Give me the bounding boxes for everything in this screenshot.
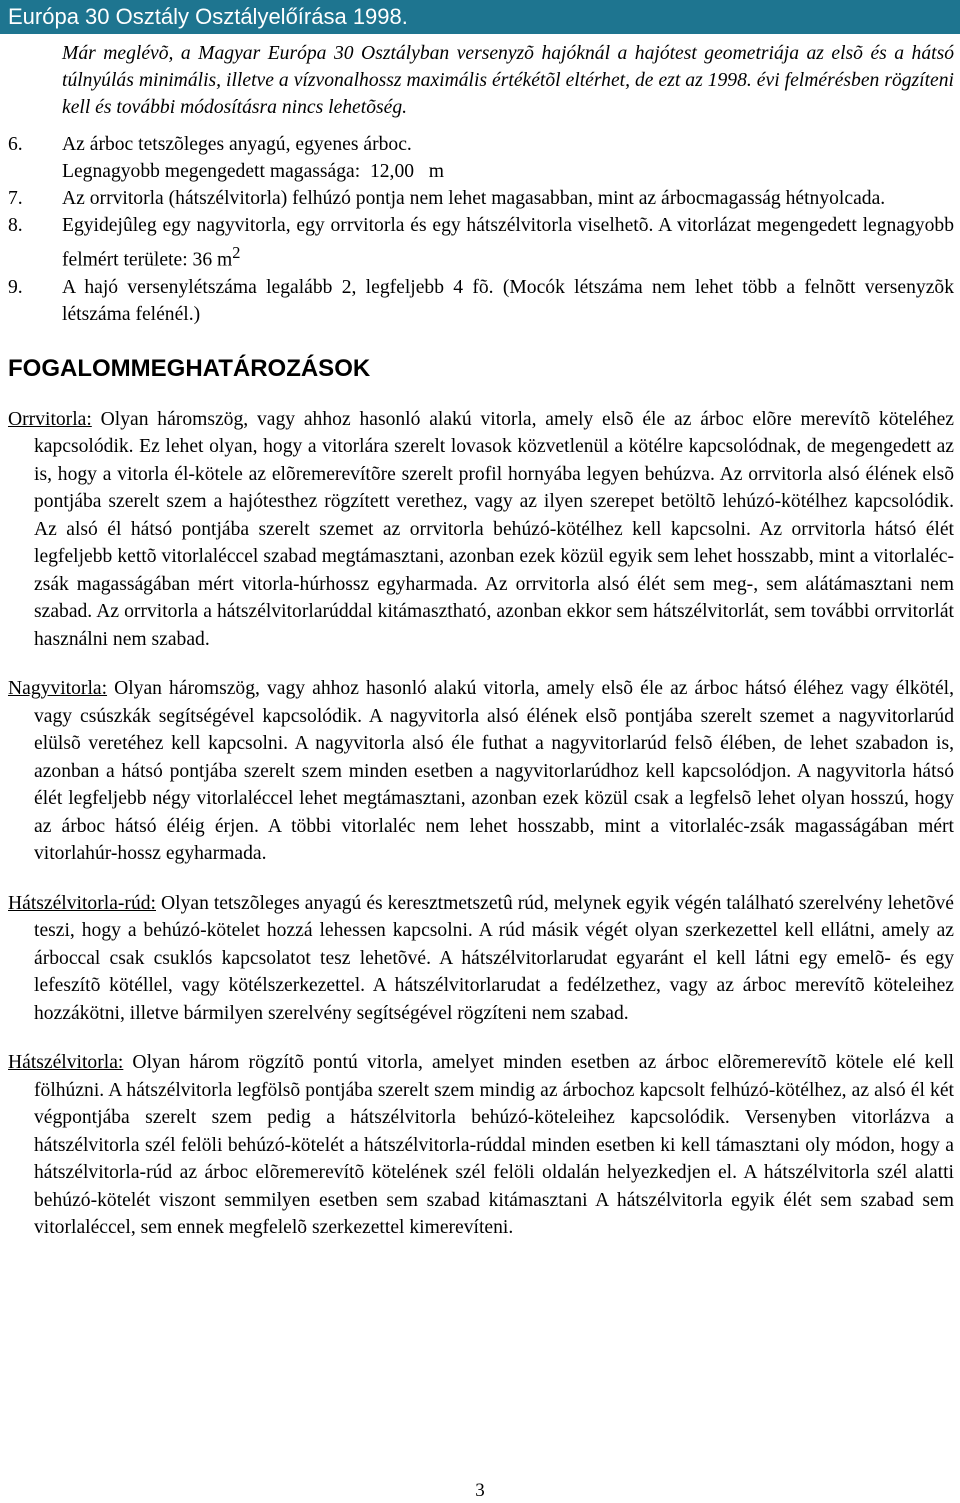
- definition-hatszelvitorla: [8, 1049, 954, 1242]
- definition-text: Olyan három rögzítõ pontú vitorla, amelyet minden esetben az árboc elõremerevítõ kötele elé kell fölhúzni. A hátszélvitorla legfölsõ pontjába szerelt szem mindig az árbochoz kapcsolt felhúzó-kötélhez, az alsó él két végpontjába szerelt szem pedig a hátszélvitorla behúzó-köteleihez kapcsolódik. Versenyben vitorlázva a hátszélvitorla szél felöli behúzó-kötelét a hátszélvitorla-rúddal minden esetben ki kell támasztani oly módon, hogy a hátszélvitorla-rúd az árboc elõremerevítõ kötelének szél felöli oldalán helyezkedjen el. A hátszélvitorla szél alatti behúzó-kötelét viszont semmilyen esetben sem szabad kitámasztani A hátszélvitorla egyik élét sem szabad sem vitorlaléccel, sem ennek megfelelõ szerkezettel kimerevíteni.: [34, 1052, 954, 1239]
- document-title: Európa 30 Osztály Osztályelőírása 1998.: [8, 4, 408, 29]
- rule-text: Az orrvitorla (hátszélvitorla) felhúzó pontja nem lehet magasabban, mint az árbocmagasság hétnyolcada.: [62, 188, 886, 209]
- definition-term: Hátszélvitorla-rúd:: [8, 892, 156, 914]
- definition-text: Olyan tetszõleges anyagú és keresztmetszetû rúd, melynek egyik végén található szerelvény lehetõvé teszi, hogy a behúzó-kötelet hozzá lehessen kapcsolni. A rúd másik végét olyan szerkezettel kell ellátni, amely az árboccal csak csuklós kapcsolatot tesz lehetõvé. A hátszélvitorlarudat egyaránt el kell látni egy emelõ- és egy lefeszítõ kötéllel, vagy kötélszerkezettel. A hátszélvitorlarudat a fedélzethez, vagy az árboc merevítõ köteleihez hozzákötni, illetve bármilyen szerelvény segítségével rögzíteni nem szabad.: [34, 892, 954, 1024]
- rules-list: [8, 131, 954, 328]
- definition-text: Olyan háromszög, vagy ahhoz hasonló alakú vitorla, amely elsõ éle az árboc elõre merevítõ köteléhez kapcsolódik. Ez lehet olyan, hogy a vitorlára szerelt lovasok közvetlenül a kötélre kapcsolódnak, de megengedett az is, hogy a vitorla él-kötele az elõremerevítõre szerelt profil hornyába legyen behúzva. Az orrvitorla alsó élének elsõ pontjába szerelt szem a hajótesthez rögzített verethez, vagy az ilyen szerepet betöltõ lehúzó-kötélhez kapcsolódik. Az alsó él hátsó pontjába szerelt szemet az orrvitorla behúzó-kötélhez kell kapcsolni. Az orrvitorla hátsó élét legfeljebb kettõ vitorlaléccel szabad megtámasztani, azonban ezek közül egyik sem lehet hosszabb, mint a vitorlaléc-zsák magasságában mért vitorla-húrhossz egyharmada. Az orrvitorla alsó élét sem meg-, sem alátámasztani nem szabad. Az orrvitorla a hátszélvitorlarúddal kitámasztható, azonban ekkor sem hátszélvitorlát, sem további orrvitorlát használni nem szabad.: [34, 408, 954, 650]
- rule-number: 9.: [8, 276, 23, 298]
- rule-number: 7.: [8, 188, 23, 209]
- definition-orrvitorla: [8, 406, 954, 654]
- rule-8: [8, 212, 954, 274]
- rule-number: 8.: [8, 215, 23, 236]
- page-number: 3: [475, 1480, 485, 1501]
- rule-text-wrapper: [62, 212, 954, 274]
- rule-text: A hajó versenylétszáma legalább 2, legfeljebb 4 fõ. (Mocók létszáma nem lehet több a felnõtt versenyzõk létszáma felénél.): [62, 276, 954, 325]
- rule-6: [8, 131, 954, 158]
- rule-text: Az árboc tetszõleges anyagú, egyenes árboc.: [62, 134, 412, 155]
- definition-term: Hátszélvitorla:: [8, 1052, 124, 1074]
- rule-7: [8, 185, 954, 212]
- rule-6-subline: Legnagyobb megengedett magassága: 12,00 m: [62, 161, 444, 182]
- definition-term: Orrvitorla:: [8, 408, 92, 430]
- rule-9: [8, 274, 954, 328]
- definition-term: Nagyvitorla:: [8, 678, 108, 700]
- rule-text: Egyidejûleg egy nagyvitorla, egy orrvitorla és egy hátszélvitorla viselhetõ. A vitorlázat megengedett legnagyobb felmért területe: 36 m: [62, 215, 954, 271]
- intro-note: Már meglévõ, a Magyar Európa 30 Osztályban versenyzõ hajóknál a hajótest geometriája az elsõ és a hátsó túlnyúlás minimális, illetve a vízvonalhossz maximális értékétõl eltérhet, de ezt az 1998. évi felmérésben rögzíteni kell és további módosításra nincs lehetõség.: [62, 43, 954, 118]
- definition-hatszelvitorla-rud: [8, 890, 954, 1028]
- section-heading: FOGALOMMEGHATÁROZÁSOK: [8, 354, 371, 382]
- definition-text: Olyan háromszög, vagy ahhoz hasonló alakú vitorla, amely elsõ éle az árboc hátsó éléhez vagy élkötél, vagy csúszkák segítségével kapcsolódik. A nagyvitorla alsó élének elsõ pontjába szerelt szemet a nagyvitorlarúd elülsõ veretéhez kell kapcsolni. A nagyvitorla alsó éle futhat a nagyvitorlarúd felsõ élében, de lehet szabadon is, azonban a hátsó pontjába szerelt szem minden esetben a nagyvitorlarúdhoz kell kapcsolódjon. A nagyvitorla hátsó élét legfeljebb négy vitorlaléccel lehet megtámasztani, azonban ezek közül csak a legfelsõ lehet olyan hosszú, hogy az árboc hátsó éléig érjen. A többi vitorlaléc nem lehet hosszabb, mint a vitorlaléc-zsák magasságában mért vitorlahúr-hossz egyharmada.: [34, 678, 954, 865]
- rule-number: 6.: [8, 134, 23, 155]
- unit-superscript: 2: [232, 243, 241, 262]
- definition-nagyvitorla: [8, 675, 954, 868]
- document-header: [0, 0, 960, 34]
